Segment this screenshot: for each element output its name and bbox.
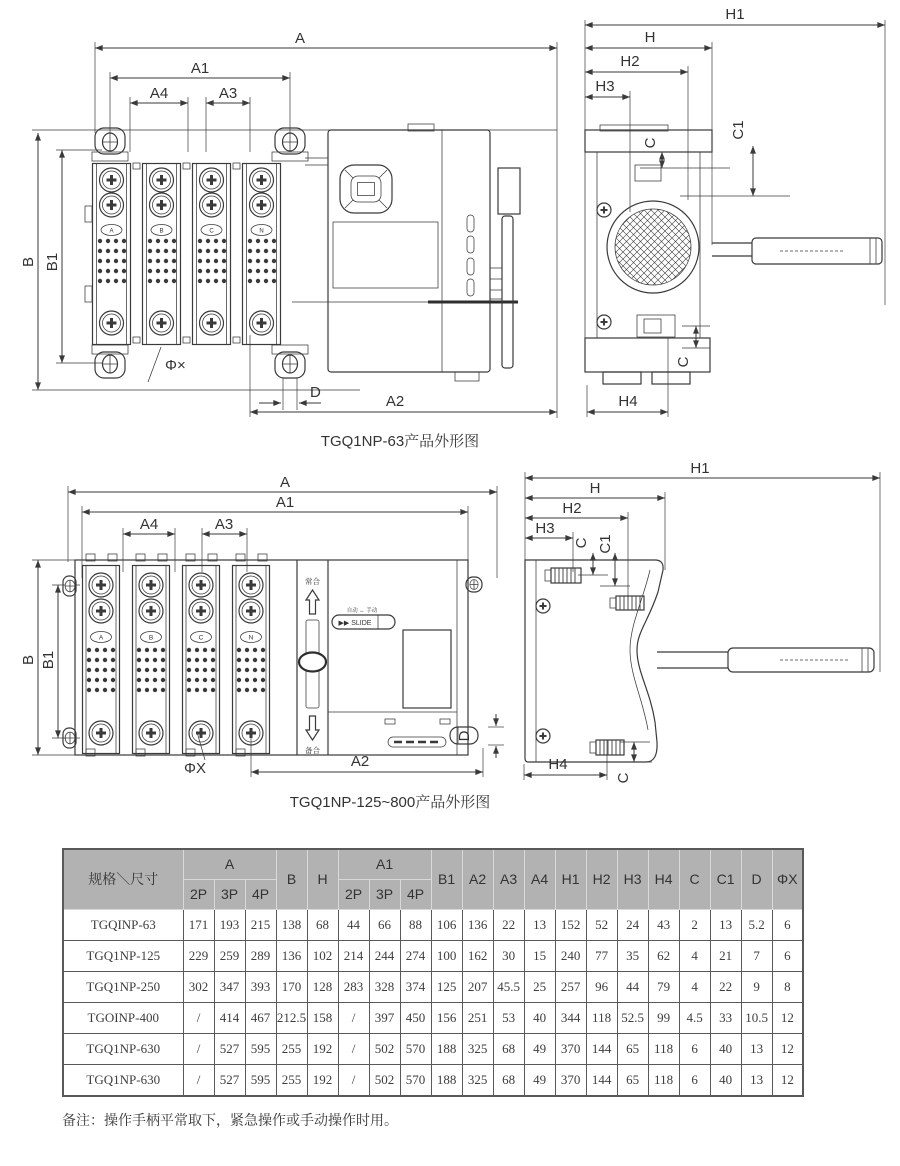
pole-label: B (148, 634, 154, 642)
dim-value-cell: 40 (710, 1064, 741, 1096)
dim-value-cell: 53 (493, 1002, 524, 1033)
dim-value-cell: 8 (772, 971, 803, 1002)
handle-channel (297, 560, 328, 755)
dim-value-cell: 44 (617, 971, 648, 1002)
terminal-strips (83, 566, 270, 754)
dim-value-cell: 118 (648, 1033, 679, 1064)
dim-value-cell: 68 (493, 1064, 524, 1096)
dim-value-cell: 171 (183, 909, 214, 940)
dim-value-cell: 595 (245, 1064, 276, 1096)
model-name: TGQ1NP-630 (63, 1033, 183, 1064)
header-3p: 3P (214, 879, 245, 909)
dim-value-cell: 13 (710, 909, 741, 940)
front-view-125 (20, 474, 504, 777)
dim-value-cell: / (338, 1002, 369, 1033)
dim-label-c1: C1 (597, 534, 614, 554)
pole-label: N (248, 634, 254, 642)
dim-value-cell: 22 (493, 909, 524, 940)
dim-value-cell: 289 (245, 940, 276, 971)
dim-label-b1: B1 (44, 252, 61, 272)
dim-label-c: C (573, 537, 590, 549)
dim-value-cell: 6 (679, 1064, 710, 1096)
dim-label-a4: A4 (139, 516, 159, 533)
dim-value-cell: 255 (276, 1064, 307, 1096)
header-phix: ΦX (772, 849, 803, 909)
model-name: TGQ1NP-630 (63, 1064, 183, 1096)
pole-label: C (198, 634, 204, 642)
dim-label-a3: A3 (214, 516, 234, 533)
dim-value-cell: 44 (338, 909, 369, 940)
header-a2: A2 (462, 849, 493, 909)
dim-value-cell: 49 (524, 1033, 555, 1064)
dim-value-cell: 162 (462, 940, 493, 971)
operating-handle (712, 238, 882, 264)
dim-value-cell: 527 (214, 1033, 245, 1064)
dim-value-cell: 7 (741, 940, 772, 971)
front-view-63 (20, 30, 557, 418)
footnote: 备注：操作手柄平常取下，紧急操作或手动操作时用。 (62, 1112, 398, 1128)
dim-value-cell: 328 (369, 971, 400, 1002)
model-name: TGQ1NP-250 (63, 971, 183, 1002)
dim-value-cell: 467 (245, 1002, 276, 1033)
dim-value-cell: 43 (648, 909, 679, 940)
dim-label-a4: A4 (149, 85, 169, 102)
table-row (63, 940, 803, 971)
dim-label-c-bottom: C (675, 356, 692, 368)
dim-value-cell: 9 (741, 971, 772, 1002)
dim-value-cell: / (338, 1064, 369, 1096)
dim-label-h2: H2 (620, 53, 640, 70)
dim-value-cell: 6 (772, 909, 803, 940)
dim-value-cell: 274 (400, 940, 431, 971)
dim-value-cell: 66 (369, 909, 400, 940)
header-2p: 2P (183, 879, 214, 909)
dim-label-d: D (456, 730, 473, 742)
header-a4: A4 (524, 849, 555, 909)
dim-value-cell: / (338, 1033, 369, 1064)
dim-value-cell: 40 (710, 1033, 741, 1064)
dim-value-cell: 10.5 (741, 1002, 772, 1033)
model-name: TGOINP-400 (63, 1002, 183, 1033)
dim-label-b: B (20, 654, 37, 666)
header-group-a: A (183, 849, 276, 879)
dim-value-cell: 240 (555, 940, 586, 971)
dim-label-h3: H3 (595, 78, 615, 95)
table-row (63, 1064, 803, 1096)
dim-label-a: A (294, 30, 306, 47)
dim-value-cell: 33 (710, 1002, 741, 1033)
dim-value-cell: 283 (338, 971, 369, 1002)
dim-label-a2: A2 (385, 393, 405, 410)
dim-value-cell: 192 (307, 1064, 338, 1096)
pole-label: A (109, 228, 114, 235)
dim-value-cell: 414 (214, 1002, 245, 1033)
dim-label-h4: H4 (548, 756, 568, 773)
dim-label-a1: A1 (275, 494, 295, 511)
dim-label-c1: C1 (730, 120, 747, 140)
dim-value-cell: 68 (307, 909, 338, 940)
dim-value-cell: / (183, 1033, 214, 1064)
pole-label: A (98, 634, 104, 642)
header-h3: H3 (617, 849, 648, 909)
dim-value-cell: 102 (307, 940, 338, 971)
dim-value-cell: 502 (369, 1064, 400, 1096)
auto-manual-label: 自动 ↔ 手动 (346, 608, 378, 614)
header-h: H (307, 849, 338, 909)
dim-value-cell: 192 (307, 1033, 338, 1064)
side-view-125 (524, 460, 880, 783)
dim-value-cell: 49 (524, 1064, 555, 1096)
dim-value-cell: 325 (462, 1064, 493, 1096)
dim-value-cell: 21 (710, 940, 741, 971)
dim-label-h: H (589, 480, 601, 497)
dim-label-a3: A3 (218, 85, 238, 102)
dim-value-cell: 156 (431, 1002, 462, 1033)
table-header (63, 849, 803, 909)
dim-value-cell: 118 (648, 1064, 679, 1096)
device-body (63, 554, 482, 756)
dim-value-cell: 62 (648, 940, 679, 971)
dim-value-cell: 207 (462, 971, 493, 1002)
header-h4: H4 (648, 849, 679, 909)
dim-value-cell: 193 (214, 909, 245, 940)
dim-value-cell: 370 (555, 1033, 586, 1064)
header-3p: 3P (369, 879, 400, 909)
dim-value-cell: 214 (338, 940, 369, 971)
side-body (525, 560, 663, 762)
dim-value-cell: 212.5 (276, 1002, 307, 1033)
dim-label-a1: A1 (190, 60, 210, 77)
side-body (585, 125, 712, 384)
dim-value-cell: 25 (524, 971, 555, 1002)
dim-label-c: C (642, 137, 659, 149)
dim-value-cell: 13 (741, 1064, 772, 1096)
model-name: TGQINP-63 (63, 909, 183, 940)
slide-label: ▶▶ SLIDE (338, 620, 372, 627)
dim-value-cell: 13 (524, 909, 555, 940)
dim-value-cell: 15 (524, 940, 555, 971)
dim-value-cell: 136 (462, 909, 493, 940)
dim-value-cell: 22 (710, 971, 741, 1002)
header-b1: B1 (431, 849, 462, 909)
header-h2: H2 (586, 849, 617, 909)
dim-label-d: D (310, 384, 321, 401)
dim-value-cell: 118 (586, 1002, 617, 1033)
drawing-tgq1np63 (0, 0, 900, 445)
terminal-strips (85, 163, 281, 345)
dim-label-phi: ΦX (184, 760, 206, 777)
side-view-63 (585, 6, 885, 417)
dim-value-cell: 251 (462, 1002, 493, 1033)
dim-label-h2: H2 (562, 500, 582, 517)
dim-label-h1: H1 (725, 6, 745, 23)
dim-value-cell: 5.2 (741, 909, 772, 940)
header-c: C (679, 849, 710, 909)
standby-on-label: 备合 (305, 746, 320, 755)
dim-value-cell: 144 (586, 1064, 617, 1096)
dim-value-cell: 65 (617, 1033, 648, 1064)
dim-value-cell: 302 (183, 971, 214, 1002)
dim-label-b1: B1 (40, 650, 57, 670)
dim-label-h: H (644, 29, 656, 46)
dim-value-cell: 30 (493, 940, 524, 971)
dim-value-cell: 106 (431, 909, 462, 940)
dim-value-cell: 125 (431, 971, 462, 1002)
dim-value-cell: 2 (679, 909, 710, 940)
dim-value-cell: 99 (648, 1002, 679, 1033)
dim-value-cell: 527 (214, 1064, 245, 1096)
header-d: D (741, 849, 772, 909)
dim-value-cell: 12 (772, 1033, 803, 1064)
header-group-a1: A1 (338, 849, 431, 879)
dim-value-cell: 4.5 (679, 1002, 710, 1033)
dim-value-cell: 244 (369, 940, 400, 971)
dim-label-phi: Φ× (165, 357, 186, 374)
dim-value-cell: 570 (400, 1064, 431, 1096)
slider-knob (299, 653, 326, 672)
dim-value-cell: 128 (307, 971, 338, 1002)
dim-value-cell: 136 (276, 940, 307, 971)
bolt (545, 568, 581, 583)
header-4p: 4P (245, 879, 276, 909)
dim-value-cell: 12 (772, 1002, 803, 1033)
header-spec: 规格＼尺寸 (63, 849, 183, 909)
pole-label: N (259, 228, 264, 235)
dim-value-cell: 35 (617, 940, 648, 971)
right-panel (328, 560, 457, 755)
dim-value-cell: 170 (276, 971, 307, 1002)
dim-value-cell: 502 (369, 1033, 400, 1064)
header-a3: A3 (493, 849, 524, 909)
dim-value-cell: 96 (586, 971, 617, 1002)
dim-value-cell: 374 (400, 971, 431, 1002)
dim-label-a2: A2 (350, 753, 370, 770)
dim-label-h3: H3 (535, 520, 555, 537)
dim-value-cell: 144 (586, 1033, 617, 1064)
dim-value-cell: / (183, 1002, 214, 1033)
device-housing (292, 124, 520, 381)
table-row (63, 971, 803, 1002)
model-name: TGQ1NP-125 (63, 940, 183, 971)
dim-value-cell: 215 (245, 909, 276, 940)
dim-value-cell: 12 (772, 1064, 803, 1096)
dim-value-cell: 77 (586, 940, 617, 971)
header-2p: 2P (338, 879, 369, 909)
dim-value-cell: 257 (555, 971, 586, 1002)
dim-value-cell: 40 (524, 1002, 555, 1033)
dim-value-cell: 6 (772, 940, 803, 971)
operating-handle (657, 648, 874, 672)
table-row (63, 909, 803, 940)
dim-value-cell: 370 (555, 1064, 586, 1096)
dim-label-h4: H4 (618, 393, 638, 410)
dim-value-cell: 65 (617, 1064, 648, 1096)
dim-label-h1: H1 (690, 460, 710, 477)
dim-value-cell: 4 (679, 940, 710, 971)
pole-label: B (159, 228, 164, 235)
normal-on-label: 常合 (305, 577, 320, 586)
dim-value-cell: 188 (431, 1033, 462, 1064)
dim-value-cell: 570 (400, 1033, 431, 1064)
dim-label-c-bottom: C (615, 772, 632, 784)
dim-value-cell: 255 (276, 1033, 307, 1064)
dim-value-cell: 52 (586, 909, 617, 940)
spec-table-body (63, 909, 803, 1096)
table-row (63, 1002, 803, 1033)
table-row (63, 1033, 803, 1064)
dim-value-cell: 24 (617, 909, 648, 940)
dim-value-cell: 393 (245, 971, 276, 1002)
header-4p: 4P (400, 879, 431, 909)
dim-value-cell: 88 (400, 909, 431, 940)
drawing-tgq1np125-800 (0, 455, 900, 800)
dim-value-cell: 79 (648, 971, 679, 1002)
dim-label-a: A (279, 474, 291, 491)
dim-value-cell: / (183, 1064, 214, 1096)
drawing2-caption: TGQ1NP-125~800产品外形图 (289, 794, 491, 811)
header-b: B (276, 849, 307, 909)
dim-value-cell: 52.5 (617, 1002, 648, 1033)
dim-value-cell: 595 (245, 1033, 276, 1064)
header-c1: C1 (710, 849, 741, 909)
dim-value-cell: 68 (493, 1033, 524, 1064)
dimension-table (62, 848, 804, 1097)
dim-value-cell: 138 (276, 909, 307, 940)
dim-value-cell: 229 (183, 940, 214, 971)
dim-value-cell: 344 (555, 1002, 586, 1033)
dim-value-cell: 259 (214, 940, 245, 971)
dim-value-cell: 347 (214, 971, 245, 1002)
dim-value-cell: 325 (462, 1033, 493, 1064)
dim-value-cell: 397 (369, 1002, 400, 1033)
dim-value-cell: 45.5 (493, 971, 524, 1002)
dim-value-cell: 158 (307, 1002, 338, 1033)
dim-label-b: B (20, 256, 37, 268)
dim-value-cell: 6 (679, 1033, 710, 1064)
dim-value-cell: 100 (431, 940, 462, 971)
dim-value-cell: 4 (679, 971, 710, 1002)
dim-value-cell: 13 (741, 1033, 772, 1064)
dim-value-cell: 450 (400, 1002, 431, 1033)
drawing1-caption: TGQ1NP-63产品外形图 (320, 433, 480, 450)
dim-value-cell: 188 (431, 1064, 462, 1096)
header-h1: H1 (555, 849, 586, 909)
pole-label: C (209, 228, 214, 235)
dim-value-cell: 152 (555, 909, 586, 940)
